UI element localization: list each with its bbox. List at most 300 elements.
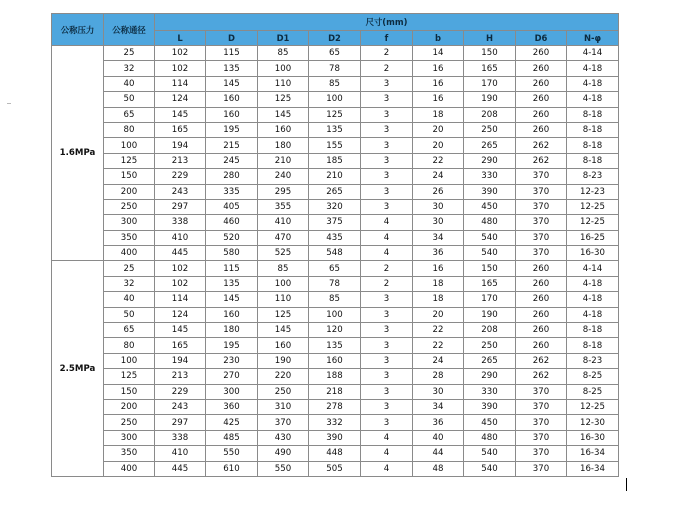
dimension-cell: 3 — [361, 76, 413, 91]
dimension-cell: 85 — [258, 46, 309, 61]
dimension-cell: 213 — [155, 369, 206, 384]
dimension-cell: 3 — [361, 184, 413, 199]
dimension-cell: 3 — [361, 369, 413, 384]
dimension-cell: 20 — [413, 122, 464, 137]
dimension-cell: 260 — [516, 292, 567, 307]
dimension-cell: 243 — [155, 399, 206, 414]
column-header: H — [464, 31, 516, 46]
dimension-cell: 370 — [516, 246, 567, 261]
dimension-cell: 370 — [516, 230, 567, 245]
dimension-cell: 40 — [413, 430, 464, 445]
dimension-cell: 370 — [516, 461, 567, 476]
dimension-cell: 135 — [309, 122, 361, 137]
dimension-cell: 3 — [361, 199, 413, 214]
dimension-cell: 320 — [309, 199, 361, 214]
dimension-cell: 22 — [413, 153, 464, 168]
dimension-cell: 3 — [361, 353, 413, 368]
header-nominal-diameter: 公称通径 — [104, 14, 155, 46]
dimension-cell: 370 — [516, 184, 567, 199]
dimension-cell: 85 — [258, 261, 309, 276]
table-row — [52, 307, 619, 322]
dimension-cell: 16 — [413, 61, 464, 76]
dimension-cell: 145 — [155, 107, 206, 122]
dimension-cell: 194 — [155, 138, 206, 153]
dimension-cell: 180 — [258, 138, 309, 153]
dimension-cell: 270 — [206, 369, 258, 384]
dimension-cell: 3 — [361, 169, 413, 184]
table-row — [52, 199, 619, 214]
dimension-cell: 260 — [516, 92, 567, 107]
dimension-cell: 208 — [464, 323, 516, 338]
dimension-cell: 30 — [413, 215, 464, 230]
dimension-cell: 180 — [206, 323, 258, 338]
dimension-cell: 145 — [206, 292, 258, 307]
dimension-cell: 16-30 — [567, 430, 619, 445]
dimension-cell: 525 — [258, 246, 309, 261]
dimension-cell: 520 — [206, 230, 258, 245]
dimension-cell: 8-25 — [567, 384, 619, 399]
dimension-cell: 3 — [361, 92, 413, 107]
dimension-cell: 65 — [309, 46, 361, 61]
dimension-cell: 18 — [413, 292, 464, 307]
nominal-diameter-cell: 40 — [104, 76, 155, 91]
dimension-cell: 3 — [361, 384, 413, 399]
dimension-cell: 44 — [413, 446, 464, 461]
dimension-cell: 3 — [361, 122, 413, 137]
dimension-cell: 102 — [155, 276, 206, 291]
dimension-cell: 390 — [464, 184, 516, 199]
dimension-cell: 410 — [155, 446, 206, 461]
dimension-cell: 3 — [361, 338, 413, 353]
dimension-cell: 8-18 — [567, 323, 619, 338]
dimension-cell: 4-14 — [567, 46, 619, 61]
pressure-class-cell: 2.5MPa — [52, 261, 104, 476]
table-row — [52, 384, 619, 399]
dimension-cell: 20 — [413, 307, 464, 322]
table-row — [52, 399, 619, 414]
dimension-cell: 22 — [413, 338, 464, 353]
dimension-cell: 332 — [309, 415, 361, 430]
dimension-cell: 34 — [413, 399, 464, 414]
nominal-diameter-cell: 50 — [104, 92, 155, 107]
table-row — [52, 353, 619, 368]
dimension-cell: 300 — [206, 384, 258, 399]
dimension-cell: 338 — [155, 215, 206, 230]
table-row — [52, 169, 619, 184]
dimension-cell: 229 — [155, 384, 206, 399]
dimension-cell: 12-25 — [567, 399, 619, 414]
dimension-cell: 450 — [464, 415, 516, 430]
column-header: D — [206, 31, 258, 46]
dimension-cell: 260 — [516, 307, 567, 322]
dimension-cell: 160 — [258, 122, 309, 137]
dimension-cell: 188 — [309, 369, 361, 384]
dimension-cell: 355 — [258, 199, 309, 214]
dimension-cell: 3 — [361, 138, 413, 153]
table-row — [52, 76, 619, 91]
dimension-cell: 125 — [258, 92, 309, 107]
dimension-cell: 410 — [155, 230, 206, 245]
dimension-cell: 120 — [309, 323, 361, 338]
dimension-cell: 125 — [258, 307, 309, 322]
dimension-cell: 550 — [258, 461, 309, 476]
dimension-cell: 12-25 — [567, 215, 619, 230]
dimension-cell: 165 — [155, 122, 206, 137]
dimension-cell: 170 — [464, 76, 516, 91]
dimension-cell: 2 — [361, 276, 413, 291]
dimension-cell: 4 — [361, 215, 413, 230]
dimension-cell: 215 — [206, 138, 258, 153]
dimension-cell: 370 — [516, 199, 567, 214]
table-row — [52, 215, 619, 230]
dimension-cell: 155 — [309, 138, 361, 153]
dimension-cell: 262 — [516, 369, 567, 384]
dimension-cell: 85 — [309, 76, 361, 91]
dimension-cell: 4-18 — [567, 292, 619, 307]
dimension-cell: 4 — [361, 230, 413, 245]
dimension-cell: 260 — [516, 76, 567, 91]
dimension-cell: 210 — [309, 169, 361, 184]
dimension-cell: 114 — [155, 292, 206, 307]
dimension-cell: 16-30 — [567, 246, 619, 261]
dimension-cell: 229 — [155, 169, 206, 184]
dimension-cell: 262 — [516, 353, 567, 368]
table-row — [52, 323, 619, 338]
dimension-cell: 36 — [413, 246, 464, 261]
nominal-diameter-cell: 25 — [104, 46, 155, 61]
dimension-cell: 435 — [309, 230, 361, 245]
dimension-cell: 8-18 — [567, 122, 619, 137]
nominal-diameter-cell: 400 — [104, 246, 155, 261]
dimension-cell: 4 — [361, 461, 413, 476]
dimension-cell: 430 — [258, 430, 309, 445]
dimension-cell: 190 — [464, 307, 516, 322]
dimension-cell: 115 — [206, 261, 258, 276]
nominal-diameter-cell: 350 — [104, 230, 155, 245]
dimension-cell: 490 — [258, 446, 309, 461]
dimension-cell: 100 — [258, 61, 309, 76]
dimension-cell: 26 — [413, 184, 464, 199]
dimension-cell: 160 — [258, 338, 309, 353]
dimension-cell: 160 — [309, 353, 361, 368]
dimension-cell: 24 — [413, 169, 464, 184]
nominal-diameter-cell: 150 — [104, 169, 155, 184]
dimension-cell: 3 — [361, 323, 413, 338]
dimension-cell: 190 — [464, 92, 516, 107]
dimension-cell: 28 — [413, 369, 464, 384]
dimension-cell: 4 — [361, 446, 413, 461]
dimension-cell: 425 — [206, 415, 258, 430]
dimension-cell: 4-14 — [567, 261, 619, 276]
flange-dimension-table — [51, 13, 619, 477]
dimension-cell: 4-18 — [567, 307, 619, 322]
column-header: b — [413, 31, 464, 46]
dimension-cell: 470 — [258, 230, 309, 245]
pressure-class-cell: 1.6MPa — [52, 46, 104, 261]
dimension-cell: 540 — [464, 230, 516, 245]
dimension-cell: 260 — [516, 61, 567, 76]
dimension-cell: 480 — [464, 430, 516, 445]
nominal-diameter-cell: 300 — [104, 430, 155, 445]
dimension-cell: 30 — [413, 199, 464, 214]
dimension-cell: 370 — [516, 446, 567, 461]
dimension-cell: 102 — [155, 61, 206, 76]
dimension-cell: 4 — [361, 430, 413, 445]
dimension-cell: 260 — [516, 46, 567, 61]
dimension-cell: 4-18 — [567, 276, 619, 291]
dimension-cell: 548 — [309, 246, 361, 261]
dimension-cell: 448 — [309, 446, 361, 461]
dimension-cell: 22 — [413, 323, 464, 338]
nominal-diameter-cell: 300 — [104, 215, 155, 230]
nominal-diameter-cell: 65 — [104, 107, 155, 122]
stray-mark — [7, 103, 11, 104]
dimension-cell: 610 — [206, 461, 258, 476]
dimension-cell: 265 — [464, 138, 516, 153]
dimension-cell: 24 — [413, 353, 464, 368]
dimension-cell: 160 — [206, 92, 258, 107]
dimension-cell: 295 — [258, 184, 309, 199]
dimension-cell: 290 — [464, 369, 516, 384]
dimension-cell: 210 — [258, 153, 309, 168]
dimension-cell: 208 — [464, 107, 516, 122]
dimension-cell: 262 — [516, 138, 567, 153]
dimension-cell: 102 — [155, 46, 206, 61]
header-pressure: 公称压力 — [52, 14, 104, 46]
dimension-cell: 213 — [155, 153, 206, 168]
dimension-cell: 540 — [464, 246, 516, 261]
dimension-cell: 124 — [155, 92, 206, 107]
dimension-cell: 3 — [361, 107, 413, 122]
dimension-cell: 16 — [413, 261, 464, 276]
dimension-cell: 160 — [206, 107, 258, 122]
dimension-cell: 18 — [413, 276, 464, 291]
table-row — [52, 338, 619, 353]
nominal-diameter-cell: 65 — [104, 323, 155, 338]
dimension-cell: 185 — [309, 153, 361, 168]
dimension-cell: 370 — [516, 399, 567, 414]
column-header: L — [155, 31, 206, 46]
dimension-cell: 370 — [516, 430, 567, 445]
nominal-diameter-cell: 250 — [104, 199, 155, 214]
dimension-cell: 85 — [309, 292, 361, 307]
nominal-diameter-cell: 32 — [104, 276, 155, 291]
header-dimensions-group: 尺寸(mm) — [155, 14, 619, 31]
dimension-cell: 3 — [361, 415, 413, 430]
dimension-cell: 110 — [258, 292, 309, 307]
dimension-cell: 8-18 — [567, 138, 619, 153]
dimension-cell: 460 — [206, 215, 258, 230]
dimension-cell: 480 — [464, 215, 516, 230]
dimension-cell: 370 — [516, 384, 567, 399]
dimension-cell: 290 — [464, 153, 516, 168]
dimension-cell: 36 — [413, 415, 464, 430]
dimension-cell: 370 — [258, 415, 309, 430]
table-body — [52, 46, 619, 477]
dimension-cell: 165 — [155, 338, 206, 353]
nominal-diameter-cell: 40 — [104, 292, 155, 307]
dimension-cell: 240 — [258, 169, 309, 184]
nominal-diameter-cell: 250 — [104, 415, 155, 430]
dimension-cell: 110 — [258, 76, 309, 91]
dimension-cell: 2 — [361, 46, 413, 61]
dimension-cell: 330 — [464, 384, 516, 399]
dimension-cell: 330 — [464, 169, 516, 184]
dimension-cell: 145 — [155, 323, 206, 338]
dimension-cell: 8-23 — [567, 169, 619, 184]
dimension-cell: 410 — [258, 215, 309, 230]
dimension-cell: 65 — [309, 261, 361, 276]
dimension-cell: 12-23 — [567, 184, 619, 199]
dimension-cell: 12-25 — [567, 199, 619, 214]
dimension-cell: 160 — [206, 307, 258, 322]
dimension-cell: 8-18 — [567, 153, 619, 168]
dimension-cell: 114 — [155, 76, 206, 91]
dimension-cell: 260 — [516, 338, 567, 353]
dimension-cell: 145 — [206, 76, 258, 91]
dimension-cell: 375 — [309, 215, 361, 230]
nominal-diameter-cell: 80 — [104, 338, 155, 353]
nominal-diameter-cell: 50 — [104, 307, 155, 322]
dimension-cell: 297 — [155, 199, 206, 214]
dimension-cell: 4-18 — [567, 76, 619, 91]
dimension-cell: 370 — [516, 415, 567, 430]
table-row — [52, 369, 619, 384]
dimension-cell: 100 — [309, 92, 361, 107]
dimension-cell: 335 — [206, 184, 258, 199]
dimension-cell: 190 — [258, 353, 309, 368]
dimension-cell: 78 — [309, 276, 361, 291]
dimension-cell: 16 — [413, 92, 464, 107]
table-row — [52, 430, 619, 445]
dimension-cell: 260 — [516, 261, 567, 276]
dimension-cell: 370 — [516, 169, 567, 184]
dimension-cell: 150 — [464, 46, 516, 61]
table-row — [52, 461, 619, 476]
dimension-cell: 12-30 — [567, 415, 619, 430]
table-row — [52, 184, 619, 199]
table-row — [52, 138, 619, 153]
dimension-cell: 310 — [258, 399, 309, 414]
table-row — [52, 276, 619, 291]
column-header: D6 — [516, 31, 567, 46]
dimension-cell: 8-23 — [567, 353, 619, 368]
dimension-cell: 540 — [464, 446, 516, 461]
nominal-diameter-cell: 125 — [104, 369, 155, 384]
table-row — [52, 292, 619, 307]
dimension-cell: 16-25 — [567, 230, 619, 245]
nominal-diameter-cell: 125 — [104, 153, 155, 168]
dimension-cell: 230 — [206, 353, 258, 368]
nominal-diameter-cell: 200 — [104, 399, 155, 414]
column-header: f — [361, 31, 413, 46]
nominal-diameter-cell: 25 — [104, 261, 155, 276]
dimension-cell: 405 — [206, 199, 258, 214]
dimension-cell: 145 — [258, 107, 309, 122]
dimension-cell: 260 — [516, 107, 567, 122]
dimension-cell: 390 — [309, 430, 361, 445]
dimension-cell: 16-34 — [567, 446, 619, 461]
dimension-cell: 580 — [206, 246, 258, 261]
dimension-cell: 4-18 — [567, 61, 619, 76]
column-header: D1 — [258, 31, 309, 46]
dimension-cell: 14 — [413, 46, 464, 61]
dimension-cell: 278 — [309, 399, 361, 414]
dimension-cell: 34 — [413, 230, 464, 245]
table-row — [52, 261, 619, 276]
dimension-cell: 4-18 — [567, 92, 619, 107]
dimension-cell: 550 — [206, 446, 258, 461]
text-cursor — [626, 478, 627, 491]
dimension-cell: 250 — [258, 384, 309, 399]
dimension-cell: 265 — [464, 353, 516, 368]
dimension-cell: 3 — [361, 292, 413, 307]
dimension-cell: 262 — [516, 153, 567, 168]
dimension-cell: 16-34 — [567, 461, 619, 476]
dimension-cell: 485 — [206, 430, 258, 445]
dimension-cell: 3 — [361, 399, 413, 414]
dimension-cell: 125 — [309, 107, 361, 122]
dimension-cell: 194 — [155, 353, 206, 368]
dimension-cell: 100 — [309, 307, 361, 322]
nominal-diameter-cell: 100 — [104, 353, 155, 368]
dimension-cell: 150 — [464, 261, 516, 276]
dimension-cell: 260 — [516, 122, 567, 137]
dimension-cell: 280 — [206, 169, 258, 184]
dimension-cell: 100 — [258, 276, 309, 291]
nominal-diameter-cell: 350 — [104, 446, 155, 461]
column-header: D2 — [309, 31, 361, 46]
dimension-cell: 505 — [309, 461, 361, 476]
nominal-diameter-cell: 80 — [104, 122, 155, 137]
table-row — [52, 107, 619, 122]
dimension-cell: 2 — [361, 61, 413, 76]
dimension-cell: 102 — [155, 261, 206, 276]
dimension-cell: 218 — [309, 384, 361, 399]
dimension-cell: 78 — [309, 61, 361, 76]
table-row — [52, 61, 619, 76]
dimension-cell: 30 — [413, 384, 464, 399]
nominal-diameter-cell: 32 — [104, 61, 155, 76]
dimension-cell: 18 — [413, 107, 464, 122]
table-row — [52, 246, 619, 261]
dimension-cell: 540 — [464, 461, 516, 476]
dimension-cell: 124 — [155, 307, 206, 322]
dimension-cell: 8-18 — [567, 338, 619, 353]
column-header: N-φ — [567, 31, 619, 46]
dimension-cell: 20 — [413, 138, 464, 153]
dimension-cell: 165 — [464, 61, 516, 76]
dimension-cell: 220 — [258, 369, 309, 384]
dimension-cell: 2 — [361, 261, 413, 276]
dimension-cell: 370 — [516, 215, 567, 230]
dimension-cell: 4 — [361, 246, 413, 261]
dimension-cell: 135 — [206, 276, 258, 291]
table-row — [52, 46, 619, 61]
dimension-cell: 145 — [258, 323, 309, 338]
dimension-cell: 195 — [206, 122, 258, 137]
dimension-cell: 8-25 — [567, 369, 619, 384]
dimension-cell: 195 — [206, 338, 258, 353]
dimension-cell: 338 — [155, 430, 206, 445]
dimension-cell: 245 — [206, 153, 258, 168]
nominal-diameter-cell: 150 — [104, 384, 155, 399]
dimension-cell: 135 — [206, 61, 258, 76]
dimension-cell: 170 — [464, 292, 516, 307]
dimension-cell: 297 — [155, 415, 206, 430]
dimension-cell: 445 — [155, 246, 206, 261]
table-row — [52, 446, 619, 461]
